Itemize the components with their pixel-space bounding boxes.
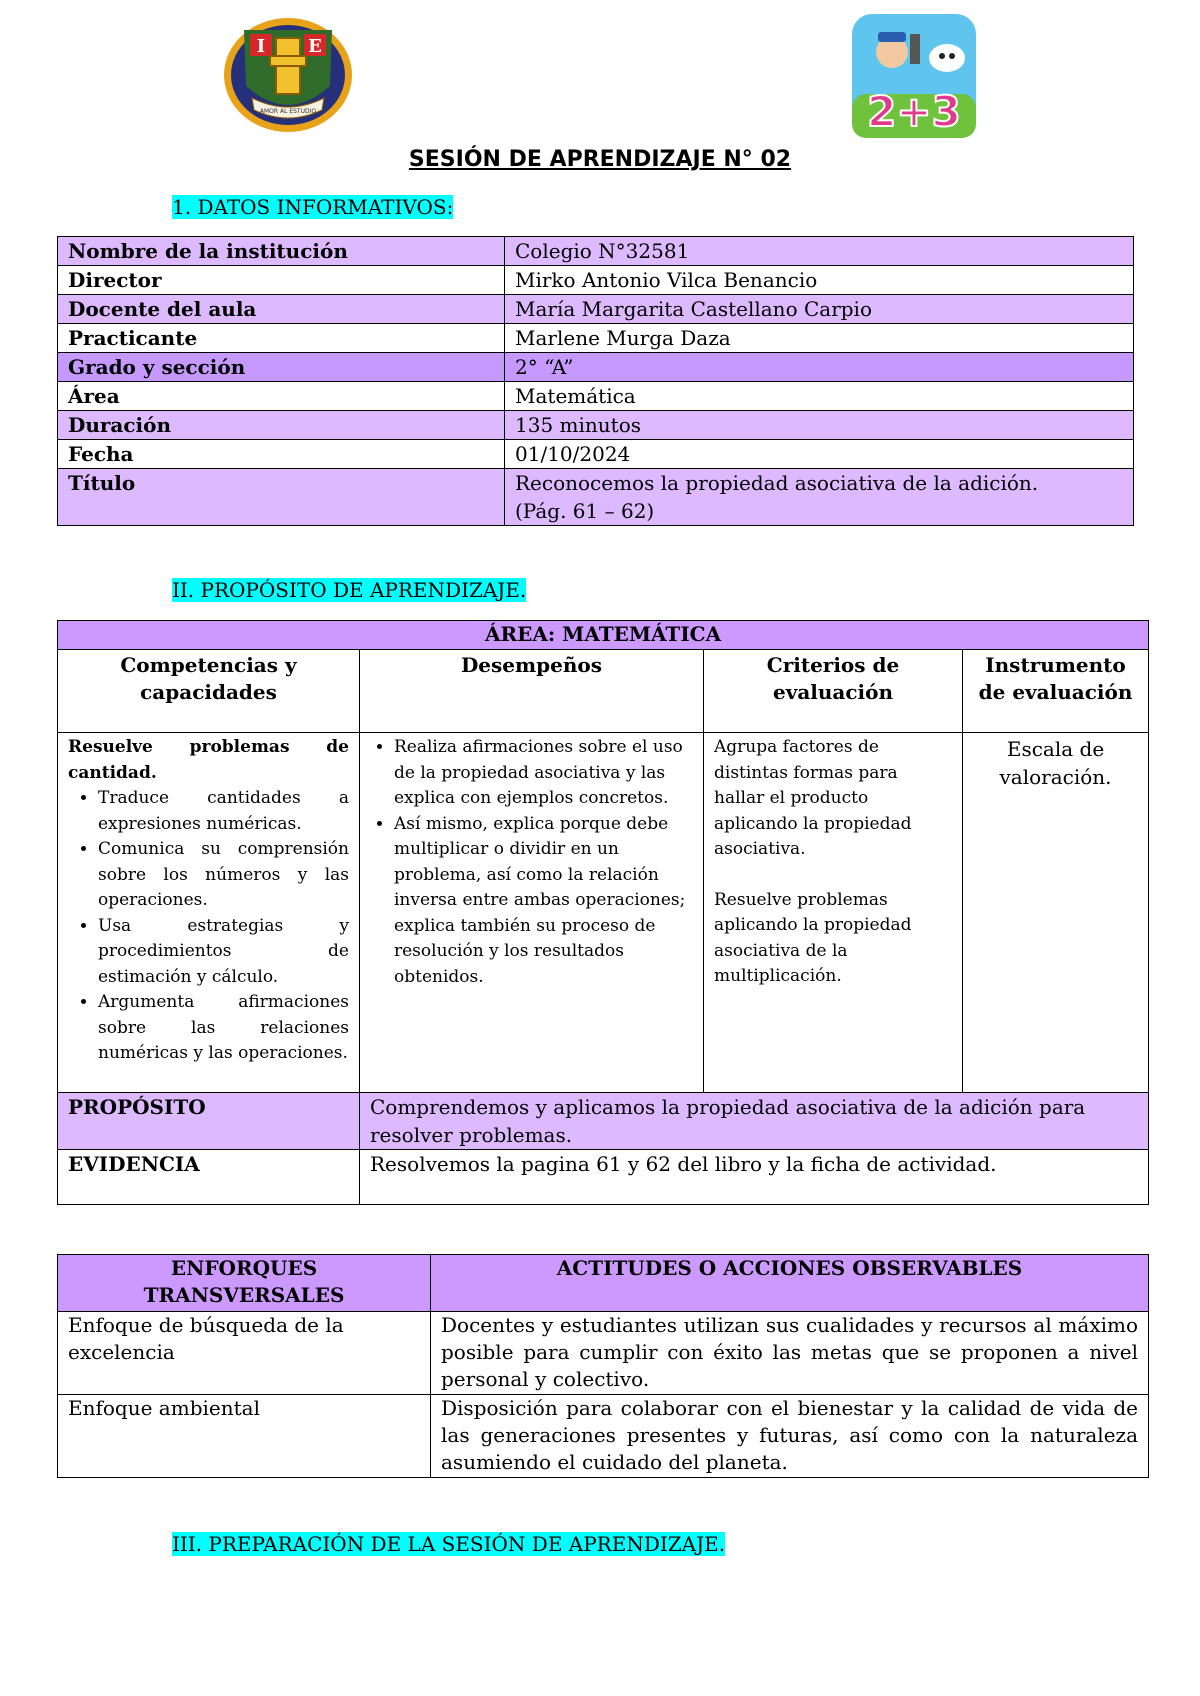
svg-text:I: I [256, 36, 266, 57]
proposito-table [57, 620, 1149, 1205]
value-area: Matemática [505, 382, 1134, 411]
table-row [58, 1395, 1149, 1478]
section-3-heading: III. PREPARACIÓN DE LA SESIÓN DE APRENDIZAJE. [172, 1532, 726, 1556]
col-header-competencias: Competencias y capacidades [58, 650, 360, 733]
svg-text:AMOR AL ESTUDIO: AMOR AL ESTUDIO [259, 108, 317, 115]
area-title: ÁREA: MATEMÁTICA [58, 621, 1149, 650]
evidencia-label: EVIDENCIA [58, 1150, 360, 1205]
label-docente: Docente del aula [58, 295, 505, 324]
table-row [58, 440, 1134, 469]
criterio-2: Resuelve problemas aplicando la propiedad asociativa de la multiplicación. [714, 889, 912, 986]
label-titulo: Título [58, 469, 505, 526]
value-fecha: 01/10/2024 [505, 440, 1134, 469]
col-header-desempenos: Desempeños [360, 650, 704, 733]
label-institucion: Nombre de la institución [58, 237, 505, 266]
actitud-ambiental: Disposición para colaborar con el bienestar y la calidad de vida de las generaciones presentes y futuras, así como con la naturaleza asumiendo el cuidado del planeta. [431, 1395, 1149, 1478]
label-fecha: Fecha [58, 440, 505, 469]
label-grado: Grado y sección [58, 353, 505, 382]
enfoque-excelencia: Enfoque de búsqueda de la excelencia [58, 1312, 431, 1395]
criterios-cell [704, 733, 963, 1093]
titulo-line-1: Reconocemos la propiedad asociativa de la adición. [515, 471, 1039, 495]
instrumento-cell: Escala de valoración. [963, 733, 1149, 1093]
value-duracion: 135 minutos [505, 411, 1134, 440]
section-1-heading: 1. DATOS INFORMATIVOS: [172, 195, 454, 219]
table-row [58, 237, 1134, 266]
label-director: Director [58, 266, 505, 295]
evidencia-text: Resolvemos la pagina 61 y 62 del libro y la ficha de actividad. [360, 1150, 1149, 1205]
actitudes-header: ACTITUDES O ACCIONES OBSERVABLES [431, 1255, 1149, 1312]
school-crest-logo [222, 16, 354, 134]
col-header-criterios: Criterios de evaluación [704, 650, 963, 733]
table-row [58, 1255, 1149, 1312]
value-grado: 2° “A” [505, 353, 1134, 382]
value-institucion: Colegio N°32581 [505, 237, 1134, 266]
svg-text:E: E [308, 36, 322, 57]
list-item: • Realiza afirmaciones sobre el uso de la propiedad asociativa y las explica con ejemplos concretos. [394, 735, 693, 812]
table-row [58, 411, 1134, 440]
value-docente: María Margarita Castellano Carpio [505, 295, 1134, 324]
desempenos-list [370, 735, 693, 990]
table-row [58, 1093, 1149, 1150]
math-app-logo [852, 14, 976, 138]
table-row [58, 1150, 1149, 1205]
table-row [58, 324, 1134, 353]
list-item: • Así mismo, explica porque debe multiplicar o dividir en un problema, así como la relación inversa entre ambas operaciones; explica también su proceso de resolución y los resultados obtenidos. [394, 812, 693, 991]
label-duracion: Duración [58, 411, 505, 440]
enfoques-table [57, 1254, 1149, 1478]
competencias-cell [58, 733, 360, 1093]
table-row [58, 1312, 1149, 1395]
titulo-line-2: (Pág. 61 – 62) [515, 499, 655, 523]
criterio-1: Agrupa factores de distintas formas para hallar el producto aplicando la propiedad asociativa. [714, 737, 912, 859]
list-item: • Usa estrategias y procedimientos de estimación y cálculo. [98, 914, 349, 991]
list-item: • Argumenta afirmaciones sobre las relaciones numéricas y las operaciones. [98, 990, 349, 1067]
table-row [58, 382, 1134, 411]
table-row [58, 353, 1134, 382]
value-director: Mirko Antonio Vilca Benancio [505, 266, 1134, 295]
section-2-heading: II. PROPÓSITO DE APRENDIZAJE. [172, 578, 527, 602]
datos-informativos-table [57, 236, 1134, 526]
proposito-text: Comprendemos y aplicamos la propiedad asociativa de la adición para resolver problemas. [360, 1093, 1149, 1150]
table-row [58, 469, 1134, 526]
capacidades-list [68, 786, 349, 1067]
value-titulo [505, 469, 1134, 526]
value-practicante: Marlene Murga Daza [505, 324, 1134, 353]
page-title: SESIÓN DE APRENDIZAJE N° 02 [408, 147, 792, 172]
table-row [58, 650, 1149, 733]
col-header-instrumento: Instrumento de evaluación [963, 650, 1149, 733]
table-row [58, 266, 1134, 295]
list-item: • Comunica su comprensión sobre los números y las operaciones. [98, 837, 349, 914]
desempenos-cell [360, 733, 704, 1093]
enfoque-ambiental: Enfoque ambiental [58, 1395, 431, 1478]
list-item: • Traduce cantidades a expresiones numéricas. [98, 786, 349, 837]
table-row [58, 295, 1134, 324]
competencia-title: Resuelve problemas de cantidad. [68, 737, 349, 783]
svg-text:2+3: 2+3 [867, 87, 961, 136]
table-row [58, 621, 1149, 650]
label-area: Área [58, 382, 505, 411]
actitud-excelencia: Docentes y estudiantes utilizan sus cualidades y recursos al máximo posible para cumplir con éxito las metas que se proponen a nivel personal y colectivo. [431, 1312, 1149, 1395]
proposito-label: PROPÓSITO [58, 1093, 360, 1150]
table-row [58, 733, 1149, 1093]
label-practicante: Practicante [58, 324, 505, 353]
enfoques-header: ENFORQUES TRANSVERSALES [58, 1255, 431, 1312]
